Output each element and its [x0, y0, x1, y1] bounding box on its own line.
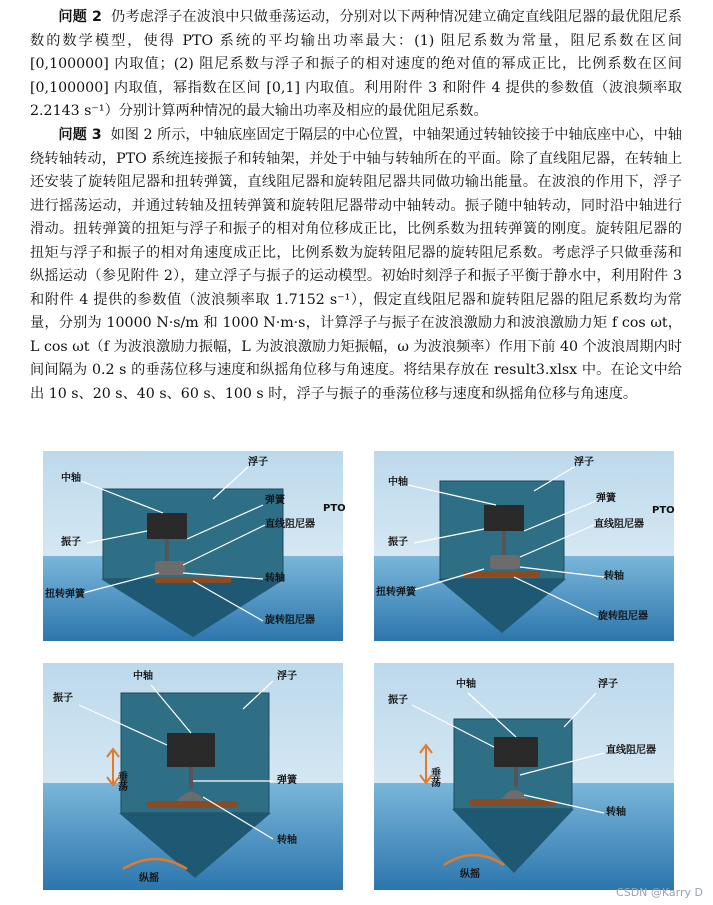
label-zhenzi: 振子	[388, 537, 408, 548]
label-zhuanzhou: 转轴	[277, 835, 297, 846]
label-zhuanzhou: 转轴	[265, 573, 285, 584]
label-zongyao: 纵摇	[460, 869, 480, 880]
label-zongyao: 纵摇	[139, 873, 159, 884]
problem-3-label: 问题 3	[58, 127, 102, 143]
label-zhuanzhou: 转轴	[606, 807, 626, 818]
label-niuzhuan: 扭转弹簧	[376, 587, 416, 598]
label-zhenzi: 振子	[388, 695, 408, 706]
problem-2-label: 问题 2	[58, 9, 102, 25]
problem-2-text: 仍考虑浮子在波浪中只做垂荡运动，分别对以下两种情况建立确定直线阻尼器的最优阻尼系数的数学模型，使得 PTO 系统的平均输出功率最大：(1) 阻尼系数为常量，阻尼系数在区间 [0,100000] 内取值；(2) 阻尼系数与浮子和振子的相对速度的绝对值的幂成正比，比例系数在区间 [0,100000] 内取值，幂指数在区间 [0,1] 内取值。利用附件 3 和附件 4 提供的参数值（波浪频率取 2.2143 s⁻¹）分别计算两种情况的最大输出功率及相应的最优阻尼系数。	[30, 9, 682, 119]
label-zhixian: 直线阻尼器	[594, 519, 644, 530]
label-xuanzhuan: 旋转阻尼器	[598, 611, 648, 622]
label-niuzhuan: 扭转弹簧	[45, 589, 85, 600]
label-zhixian: 直线阻尼器	[265, 519, 315, 530]
label-zhongzhou: 中轴	[61, 473, 81, 484]
label-fuzi: 浮子	[598, 679, 618, 690]
label-zhongzhou: 中轴	[456, 679, 476, 690]
label-tanhuang: 弹簧	[596, 493, 616, 504]
label-zhongzhou: 中轴	[388, 477, 408, 488]
label-chuidang: 垂荡	[428, 767, 440, 787]
figure-bottom-left	[43, 663, 343, 890]
label-tanhuang: 弹簧	[265, 495, 285, 506]
label-zhuanzhou: 转轴	[604, 571, 624, 582]
label-zhenzi: 振子	[53, 693, 73, 704]
label-fuzi: 浮子	[277, 671, 297, 682]
label-pto: PTO	[323, 503, 346, 514]
watermark: CSDN @Karry D	[616, 886, 703, 899]
label-fuzi: 浮子	[574, 457, 594, 468]
problem-3-paragraph	[30, 124, 682, 406]
label-fuzi: 浮子	[248, 457, 268, 468]
problem-2-paragraph	[30, 6, 682, 124]
label-zhixian: 直线阻尼器	[606, 745, 656, 756]
figure-top-left	[43, 451, 346, 641]
figure-top-right	[374, 451, 674, 641]
label-zhenzi: 振子	[61, 537, 81, 548]
label-pto: PTO	[652, 505, 675, 516]
label-zhongzhou: 中轴	[133, 671, 153, 682]
label-chuidang: 垂荡	[115, 771, 127, 791]
label-xuanzhuan: 旋转阻尼器	[265, 615, 315, 626]
problem-3-text: 如图 2 所示，中轴底座固定于隔层的中心位置，中轴架通过转轴铰接于中轴底座中心，中轴绕转轴转动，PTO 系统连接振子和转轴架，并处于中轴与转轴所在的平面。除了直线阻尼器，在转轴上还安装了旋转阻尼器和扭转弹簧，直线阻尼器和旋转阻尼器共同做功输出能量。在波浪的作用下，浮子进行摇荡运动，并通过转轴及扭转弹簧和旋转阻尼器带动中轴转动。振子随中轴转动，同时沿中轴进行滑动。扭转弹簧的扭矩与浮子和振子的相对角位移成正比，比例系数为扭转弹簧的刚度。旋转阻尼器的扭矩与浮子和振子的相对角速度成正比，比例系数为旋转阻尼器的旋转阻尼系数。考虑浮子只做垂荡和纵摇运动（参见附件 2），建立浮子与振子的运动模型。初始时刻浮子和振子平衡于静水中，利用附件 3 和附件 4 提供的参数值（波浪频率取 1.7152 s⁻¹），假定直线阻尼器和旋转阻尼器的阻尼系数均为常量，分别为 10000 N·s/m 和 1000 N·m·s，计算浮子与振子在波浪激励力和波浪激励力矩 f cos ωt，L cos ωt（f 为波浪激励力振幅，L 为波浪激励力矩振幅，ω 为波浪频率）作用下前 40 个波浪周期内时间间隔为 0.2 s 的垂荡位移与速度和纵摇角位移与角速度。将结果存放在 result3.xlsx 中。在论文中给出 10 s、20 s、40 s、60 s、100 s 时，浮子与振子的垂荡位移与速度和纵摇角位移与角速度。	[30, 127, 682, 402]
figure-bottom-right	[374, 663, 674, 890]
label-tanhuang: 弹簧	[277, 775, 297, 786]
